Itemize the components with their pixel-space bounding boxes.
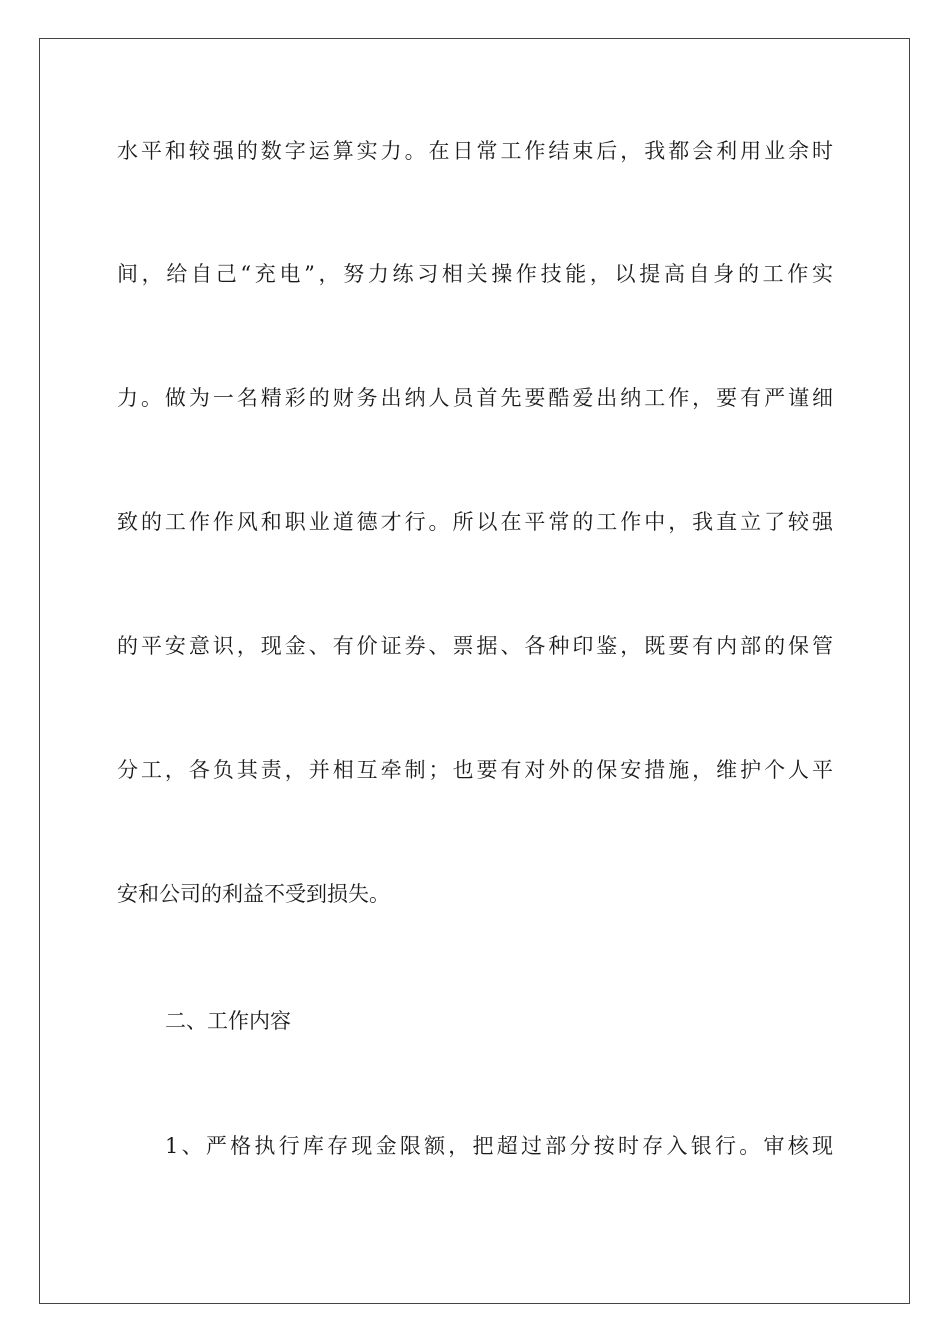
- text-line: 分工，各负其责，并相互牵制；也要有对外的保安措施，维护个人平: [117, 758, 833, 782]
- text-line: 的平安意识，现金、有价证券、票据、各种印鉴，既要有内部的保管: [117, 634, 833, 658]
- text-line: 致的工作作风和职业道德才行。所以在平常的工作中，我直立了较强: [117, 510, 833, 534]
- page-border: [39, 38, 910, 1304]
- text-line: 水平和较强的数字运算实力。在日常工作结束后，我都会利用业余时: [117, 139, 833, 163]
- text-line: 1、严格执行库存现金限额，把超过部分按时存入银行。审核现: [165, 1134, 833, 1158]
- text-line: 力。做为一名精彩的财务出纳人员首先要酷爱出纳工作，要有严谨细: [117, 386, 833, 410]
- section-heading: 二、工作内容: [165, 1009, 291, 1033]
- text-line: 安和公司的利益不受到损失。: [117, 882, 390, 906]
- text-line: 间，给自己“充电”，努力练习相关操作技能，以提高自身的工作实: [117, 262, 833, 286]
